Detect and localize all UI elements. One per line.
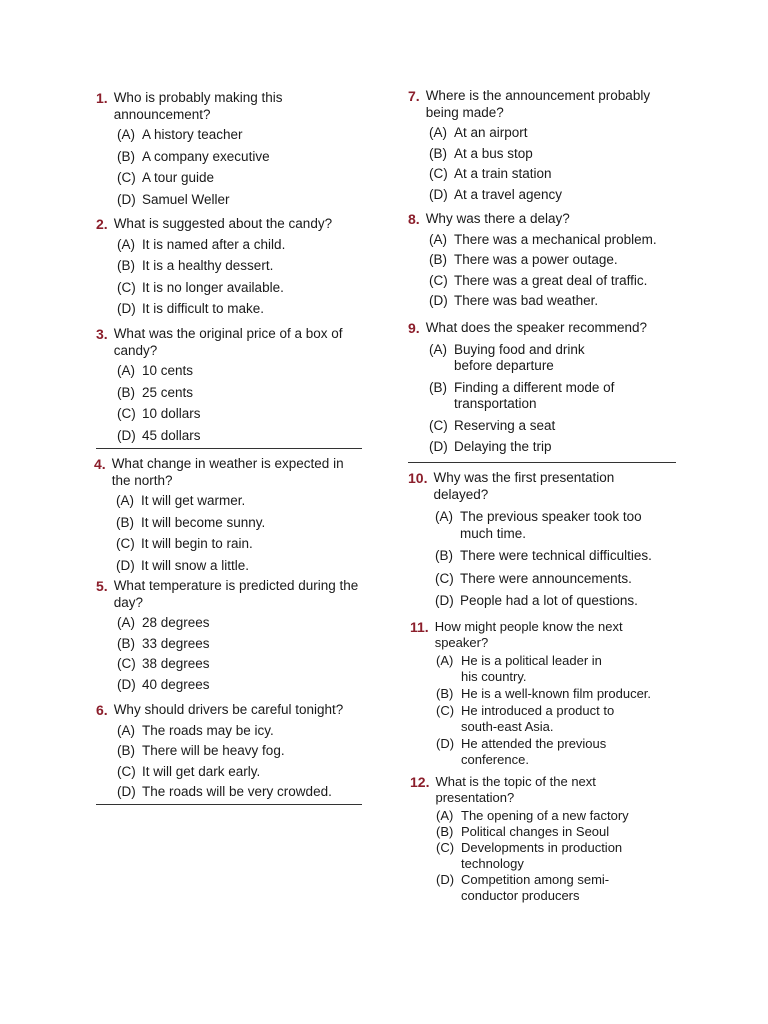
question-text: What change in weather is expected in the north? [111,456,344,488]
question-number: 11. [410,619,429,635]
answer-option[interactable]: (B) 33 degrees [117,635,210,651]
answer-option[interactable]: (B) 25 cents [117,384,194,400]
answer-option[interactable]: (B) There will be heavy fog. [117,743,285,758]
question-text: What is suggested about the candy? [113,216,333,231]
question-number: 8. [408,211,420,227]
answer-option[interactable]: (D) It will snow a little. [116,557,250,573]
answer-option[interactable]: (D) It is difficult to make. [117,301,265,316]
question-text: Why was the first presentation delayed? [433,470,615,502]
answer-option[interactable]: (B) It is a healthy dessert. [117,258,274,273]
question-number: 3. [96,326,108,342]
question-text: Why was there a delay? [425,211,570,226]
question-number: 2. [96,216,108,232]
answer-option[interactable]: (D) Competition among semi-conductor producers [436,872,610,903]
question-text: Who is probably making this announcement? [113,90,283,122]
answer-option[interactable]: (D) Delaying the trip [429,439,552,454]
answer-option[interactable]: (A) There was a mechanical problem. [429,231,657,247]
question-3 [96,326,361,444]
answer-option[interactable]: (C) A tour guide [117,170,215,185]
answer-option[interactable]: (B) It will become sunny. [116,514,266,530]
question-9 [408,320,673,456]
answer-option[interactable]: (B) At a bus stop [429,145,533,161]
question-text: How might people know the next speaker? [434,619,623,650]
question-12 [410,774,680,904]
question-text: Where is the announcement probably being made? [425,88,651,120]
answer-option[interactable]: (B) There was a power outage. [429,252,618,267]
answer-option[interactable]: (B) A company executive [117,148,270,164]
question-10 [408,470,678,610]
section-divider [96,804,362,805]
answer-option[interactable]: (D) 45 dollars [117,427,201,443]
answer-option[interactable]: (C) There were announcements. [435,570,632,586]
question-text: What was the original price of a box of candy? [113,326,343,358]
answer-option[interactable]: (C) 38 degrees [117,656,210,671]
answer-option[interactable]: (B) He is a well-known film producer. [436,686,652,701]
question-text: What temperature is predicted during the day? [113,578,359,610]
answer-option[interactable]: (C) It will get dark early. [117,763,261,779]
answer-option[interactable]: (A) The opening of a new factory [436,808,629,823]
question-number: 1. [96,90,108,106]
answer-option[interactable]: (A) It will get warmer. [116,493,246,508]
answer-option[interactable]: (C) At a train station [429,166,552,181]
question-6 [96,702,361,801]
question-number: 12. [410,774,430,790]
question-1 [96,90,361,208]
answer-option[interactable]: (A) 10 cents [117,363,194,378]
answer-option[interactable]: (D) He attended the previous conference. [436,736,607,767]
section-divider [96,448,362,449]
answer-option[interactable]: (D) People had a lot of questions. [435,593,638,608]
question-text: What is the topic of the next presentation? [435,774,596,805]
answer-option[interactable]: (C) There was a great deal of traffic. [429,272,648,288]
answer-option[interactable]: (D) The roads will be very crowded. [117,784,332,799]
question-7 [408,88,673,203]
answer-option[interactable]: (B) Political changes in Seoul [436,824,610,839]
question-number: 10. [408,470,428,486]
question-number: 9. [408,320,420,336]
question-number: 7. [408,88,420,104]
answer-option[interactable]: (A) The roads may be icy. [117,722,274,738]
answer-option[interactable]: (D) There was bad weather. [429,293,599,308]
answer-option[interactable]: (A) It is named after a child. [117,236,286,252]
question-number: 4. [94,456,106,472]
answer-option[interactable]: (A) Buying food and drink before departure [429,341,585,373]
question-2 [96,216,361,318]
answer-option[interactable]: (A) At an airport [429,125,528,140]
answer-option[interactable]: (B) There were technical difficulties. [435,548,652,563]
question-text: What does the speaker recommend? [425,320,648,335]
question-number: 6. [96,702,108,718]
answer-option[interactable]: (B) Finding a different mode of transportation [429,379,615,411]
answer-option[interactable]: (A) He is a political leader in his country. [436,653,602,684]
answer-option[interactable]: (A) The previous speaker took too much time. [435,509,642,541]
question-11 [410,619,680,768]
answer-option[interactable]: (D) At a travel agency [429,186,563,202]
question-text: Why should drivers be careful tonight? [113,702,344,717]
answer-option[interactable]: (C) 10 dollars [117,406,201,421]
answer-option[interactable]: (A) A history teacher [117,127,243,142]
answer-option[interactable]: (C) It will begin to rain. [116,536,253,551]
question-5 [96,578,361,693]
answer-option[interactable]: (C) Developments in production technology [436,840,623,871]
question-number: 5. [96,578,108,594]
answer-option[interactable]: (C) He introduced a product to south-east Asia. [436,703,615,734]
answer-option[interactable]: (C) It is no longer available. [117,279,284,295]
question-8 [408,211,673,310]
answer-option[interactable]: (D) Samuel Weller [117,191,230,207]
section-divider [408,462,676,463]
question-4 [94,456,359,574]
answer-option[interactable]: (A) 28 degrees [117,615,210,630]
answer-option[interactable]: (D) 40 degrees [117,676,210,692]
answer-option[interactable]: (C) Reserving a seat [429,417,556,433]
